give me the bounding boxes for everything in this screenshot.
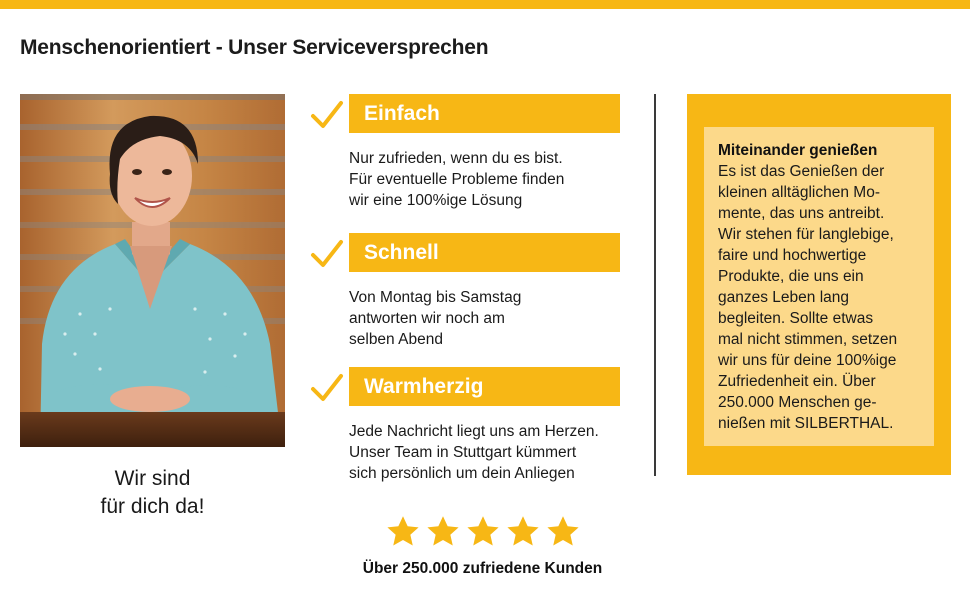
team-member-photo bbox=[20, 94, 285, 447]
star-icon bbox=[425, 514, 461, 550]
feature-description-line: Für eventuelle Probleme finden bbox=[349, 171, 565, 188]
feature-description-line: antworten wir noch am bbox=[349, 310, 505, 327]
top-accent-bar bbox=[0, 0, 970, 9]
feature-description-line: Von Montag bis Samstag bbox=[349, 289, 522, 306]
feature-description-line: selben Abend bbox=[349, 331, 443, 348]
feature-title: Schnell bbox=[349, 233, 620, 272]
feature-description bbox=[349, 421, 629, 484]
quote-line: Wir stehen für langlebige, bbox=[718, 226, 894, 243]
vertical-divider bbox=[654, 94, 656, 476]
quote-line: 250.000 Menschen ge- bbox=[718, 394, 877, 411]
feature-description bbox=[349, 287, 629, 350]
quote-line: nießen mit SILBERTHAL. bbox=[718, 415, 894, 432]
feature-description-line: wir eine 100%ige Lösung bbox=[349, 192, 523, 209]
feature-title: Warmherzig bbox=[349, 367, 620, 406]
quote-title: Miteinander genießen bbox=[718, 142, 878, 159]
quote-line: wir uns für deine 100%ige bbox=[718, 352, 897, 369]
check-icon bbox=[310, 100, 344, 130]
quote-line: mente, das uns antreibt. bbox=[718, 205, 885, 222]
quote-text bbox=[718, 161, 924, 434]
star-icon bbox=[545, 514, 581, 550]
quote-line: Es ist das Genießen der bbox=[718, 163, 885, 180]
quote-line: Zufriedenheit ein. Über bbox=[718, 373, 876, 390]
page-title: Menschenorientiert - Unser Serviceversprechen bbox=[20, 36, 489, 59]
feature-description-line: sich persönlich um dein Anliegen bbox=[349, 465, 575, 482]
feature-description-line: Jede Nachricht liegt uns am Herzen. bbox=[349, 423, 599, 440]
quote-line: mal nicht stimmen, setzen bbox=[718, 331, 898, 348]
portrait-illustration bbox=[20, 94, 285, 447]
quote-inner-panel bbox=[704, 127, 934, 446]
photo-caption bbox=[20, 465, 285, 521]
quote-line: begleiten. Sollte etwas bbox=[718, 310, 874, 327]
quote-line: faire und hochwertige bbox=[718, 247, 867, 264]
photo-caption-line1: Wir sind bbox=[114, 467, 191, 490]
check-icon bbox=[310, 239, 344, 269]
quote-box bbox=[687, 94, 951, 475]
quote-line: ganzes Leben lang bbox=[718, 289, 850, 306]
quote-line: kleinen alltäglichen Mo- bbox=[718, 184, 880, 201]
star-icon bbox=[385, 514, 421, 550]
star-icon bbox=[465, 514, 501, 550]
feature-title: Einfach bbox=[349, 94, 620, 133]
rating-stars bbox=[385, 514, 585, 550]
rating-text: Über 250.000 zufriedene Kunden bbox=[362, 560, 603, 577]
feature-description bbox=[349, 148, 629, 211]
photo-caption-line2: für dich da! bbox=[100, 495, 205, 518]
star-icon bbox=[505, 514, 541, 550]
check-icon bbox=[310, 373, 344, 403]
quote-line: Produkte, die uns ein bbox=[718, 268, 864, 285]
feature-description-line: Nur zufrieden, wenn du es bist. bbox=[349, 150, 563, 167]
feature-description-line: Unser Team in Stuttgart kümmert bbox=[349, 444, 577, 461]
